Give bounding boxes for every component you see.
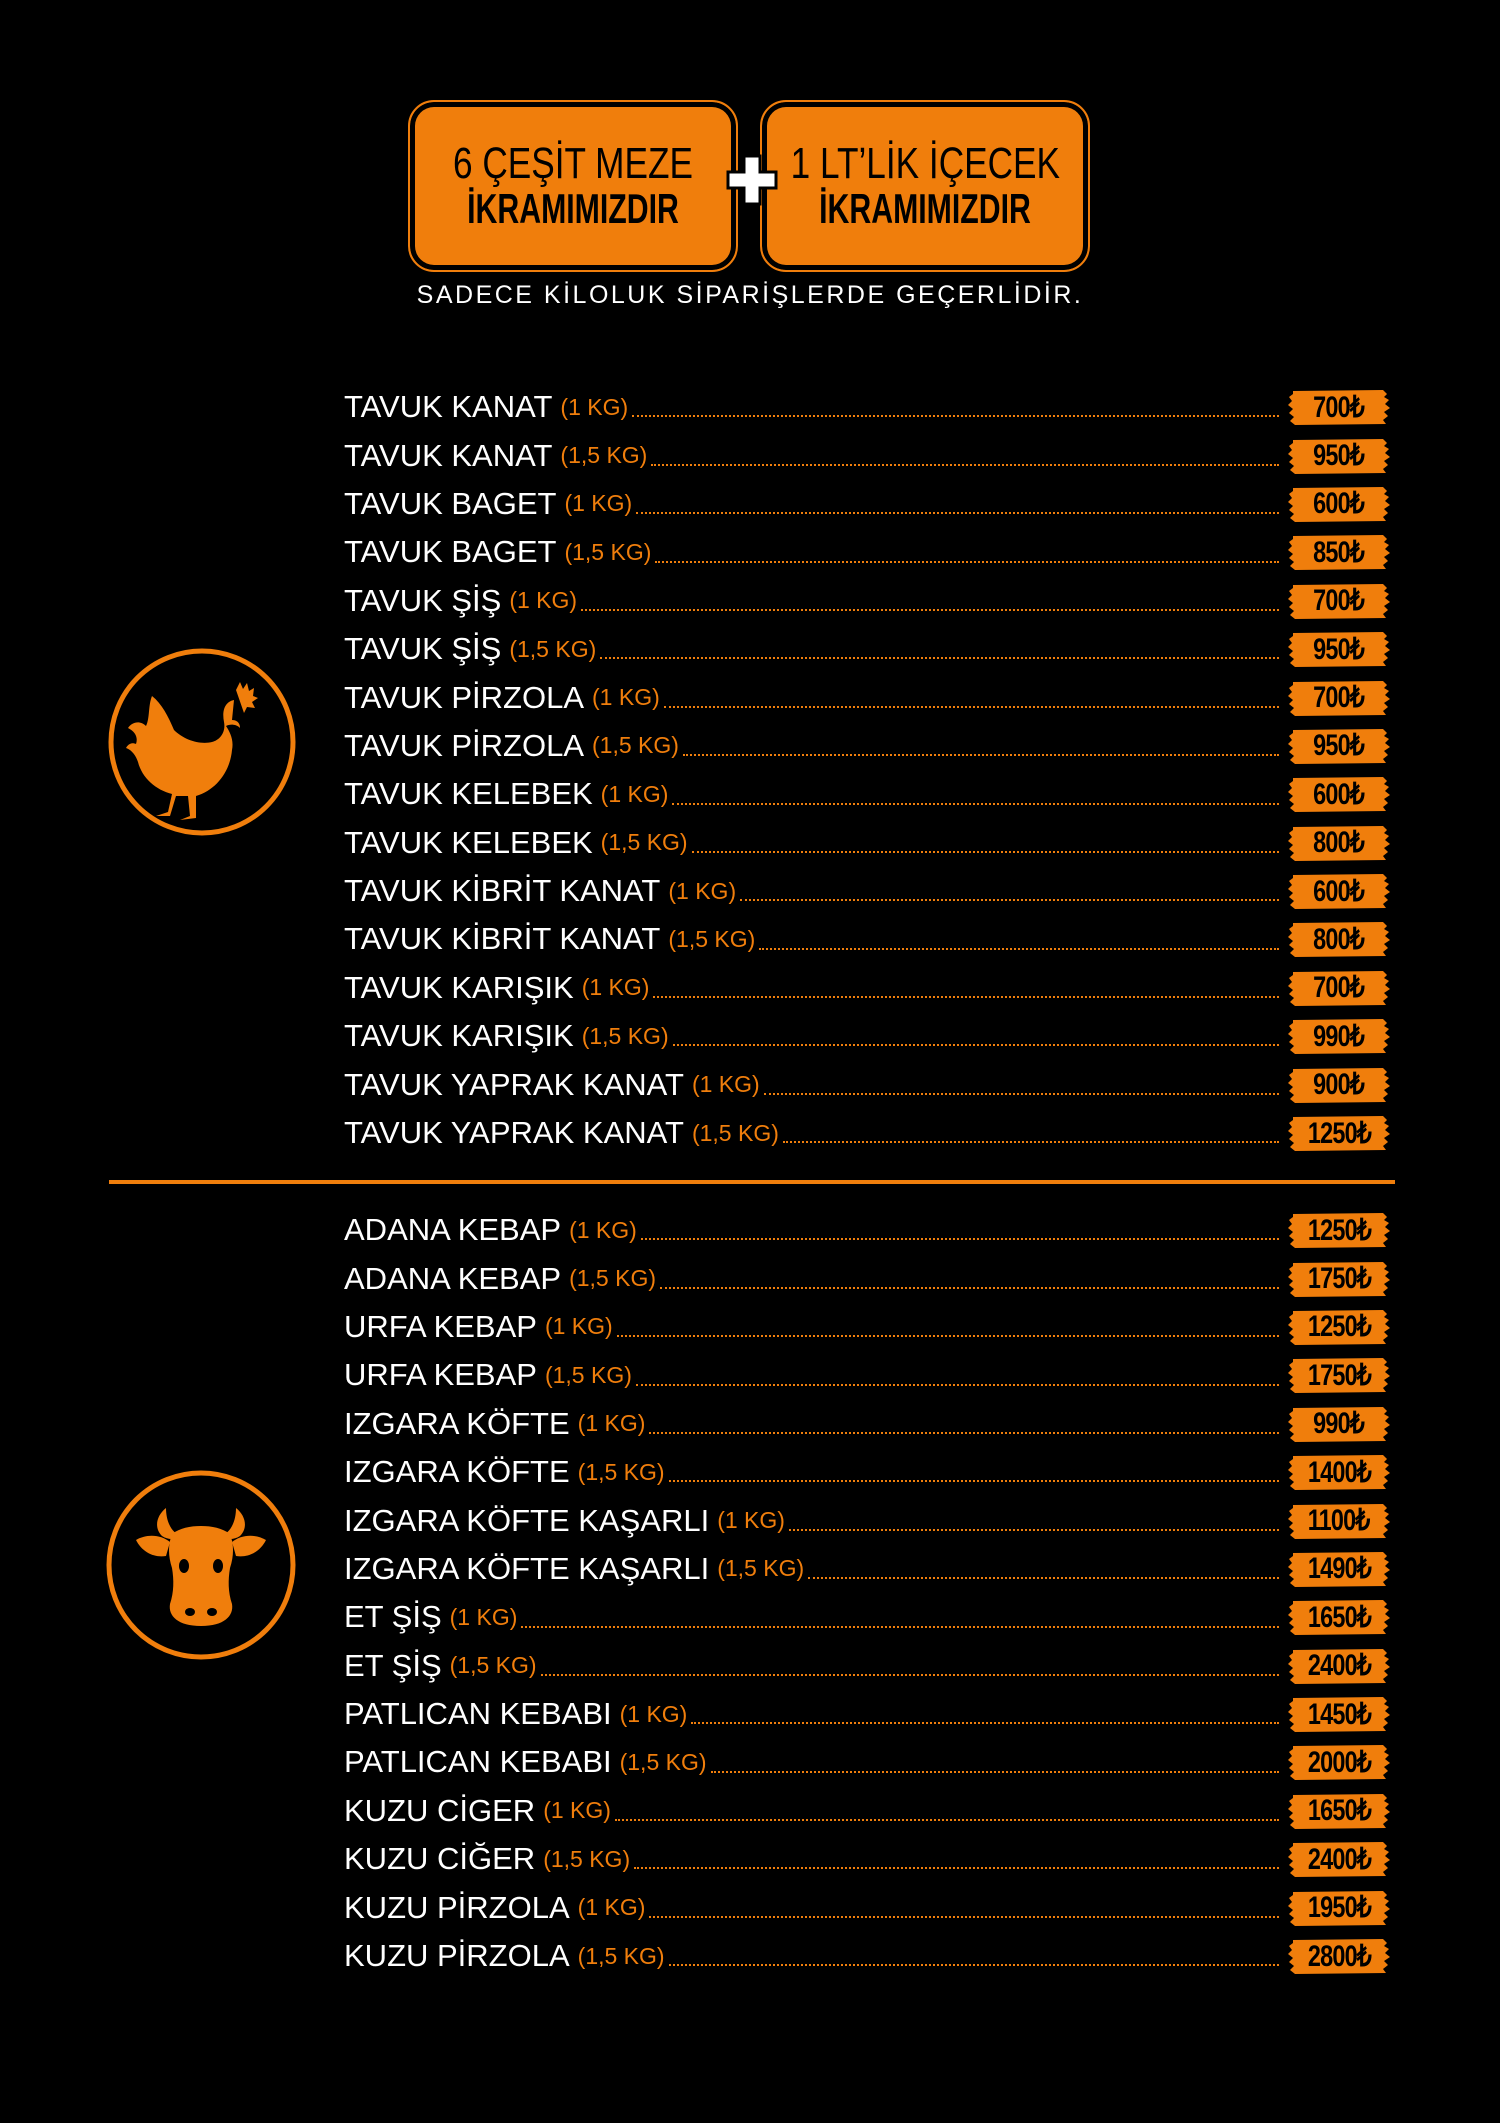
item-unit: (1 KG) [717, 1507, 785, 1534]
price-tag [1287, 1211, 1391, 1249]
dot-leader [541, 1674, 1279, 1676]
item-name: KUZU PİRZOLA [344, 1938, 570, 1974]
item-name: TAVUK PİRZOLA [344, 727, 585, 763]
dot-leader [808, 1577, 1279, 1579]
item-price: 900₺ [1313, 1068, 1365, 1102]
item-price: 850₺ [1313, 535, 1365, 569]
item-price: 990₺ [1313, 1407, 1365, 1441]
item-unit: (1,5 KG) [592, 732, 679, 759]
menu-item [344, 1496, 1391, 1544]
price-tag [1287, 388, 1391, 426]
menu-item [344, 964, 1391, 1012]
item-price: 1100₺ [1308, 1504, 1370, 1538]
menu-item [344, 383, 1391, 431]
price-tag [1287, 1066, 1391, 1104]
menu-item [344, 673, 1391, 721]
item-unit: (1 KG) [691, 1071, 760, 1098]
price-tag [1287, 679, 1391, 717]
item-unit: (1,5 KG) [449, 1652, 537, 1679]
dot-leader [521, 1626, 1279, 1628]
item-price: 1950₺ [1307, 1891, 1371, 1925]
dot-leader [740, 899, 1279, 901]
cow-icon [106, 1470, 296, 1660]
price-tag [1287, 1647, 1391, 1685]
item-unit: (1 KG) [600, 780, 669, 807]
item-unit: (1,5 KG) [569, 1265, 657, 1292]
item-unit: (1,5 KG) [543, 1845, 631, 1872]
dot-leader [636, 1384, 1279, 1386]
price-tag [1287, 1356, 1391, 1394]
item-unit: (1,5 KG) [668, 925, 756, 952]
price-tag [1287, 1792, 1391, 1830]
price-tag [1287, 920, 1391, 958]
item-price: 950₺ [1313, 729, 1365, 763]
dot-leader [711, 1771, 1279, 1773]
dot-leader [651, 464, 1279, 466]
dot-leader [672, 803, 1279, 805]
item-unit: (1,5 KG) [581, 1022, 669, 1049]
promo-banner [408, 100, 1092, 276]
item-name: TAVUK ŞİŞ [344, 582, 502, 618]
chicken-icon [108, 648, 296, 836]
item-unit: (1,5 KG) [544, 1361, 632, 1388]
item-unit: (1,5 KG) [560, 442, 648, 469]
item-price: 2400₺ [1307, 1649, 1371, 1683]
item-name: TAVUK KELEBEK [344, 824, 593, 860]
dot-leader [649, 1432, 1279, 1434]
item-unit: (1 KG) [543, 1797, 611, 1824]
menu-item [344, 1303, 1391, 1351]
menu-item [344, 1835, 1391, 1883]
promo-meze-title: 6 ÇEŞİT MEZE [453, 139, 693, 188]
price-tag [1287, 1260, 1391, 1298]
price-tag [1287, 727, 1391, 765]
menu-item [344, 431, 1391, 479]
item-unit: (1,5 KG) [619, 1748, 707, 1775]
item-unit: (1 KG) [509, 587, 578, 614]
item-name: TAVUK KİBRİT KANAT [344, 873, 661, 909]
item-name: TAVUK PİRZOLA [344, 679, 585, 715]
price-tag [1287, 969, 1391, 1007]
price-tag [1287, 1598, 1391, 1636]
dot-leader [664, 706, 1279, 708]
chicken-menu-list [344, 383, 1391, 1157]
menu-item [344, 819, 1391, 867]
item-name: IZGARA KÖFTE KAŞARLI [344, 1550, 710, 1586]
dot-leader [600, 657, 1279, 659]
price-tag [1287, 1017, 1391, 1055]
price-tag [1287, 1840, 1391, 1878]
item-price: 600₺ [1313, 874, 1365, 908]
item-name: TAVUK KELEBEK [344, 776, 593, 812]
dot-leader [692, 851, 1279, 853]
menu-item [344, 1012, 1391, 1060]
item-unit: (1 KG) [592, 684, 660, 711]
dot-leader [615, 1819, 1279, 1821]
price-tag [1287, 1937, 1391, 1975]
dot-leader [764, 1093, 1279, 1095]
promo-meze-box [408, 100, 738, 272]
item-price: 1650₺ [1307, 1794, 1371, 1828]
dot-leader [683, 754, 1279, 756]
price-tag [1287, 1550, 1391, 1588]
item-unit: (1 KG) [544, 1313, 613, 1340]
menu-item [344, 1254, 1391, 1302]
item-unit: (1 KG) [581, 974, 650, 1001]
item-name: TAVUK BAGET [344, 485, 557, 521]
item-price: 1490₺ [1307, 1552, 1371, 1586]
menu-item [344, 1109, 1391, 1157]
item-unit: (1,5 KG) [509, 635, 597, 662]
plus-icon [724, 152, 780, 208]
price-tag [1287, 582, 1391, 620]
price-tag [1287, 1308, 1391, 1346]
meat-menu-list [344, 1206, 1391, 1980]
price-tag [1287, 1889, 1391, 1927]
item-price: 1400₺ [1307, 1455, 1371, 1489]
item-name: KUZU CİĞER [344, 1841, 536, 1877]
item-price: 700₺ [1313, 584, 1365, 618]
price-tag [1287, 1405, 1391, 1443]
item-name: TAVUK KARIŞIK [344, 969, 574, 1005]
item-price: 1750₺ [1307, 1358, 1371, 1392]
menu-item [344, 1060, 1391, 1108]
item-unit: (1 KG) [619, 1700, 688, 1727]
item-price: 1750₺ [1307, 1262, 1371, 1296]
menu-item [344, 1206, 1391, 1254]
item-unit: (1,5 KG) [564, 538, 652, 565]
item-name: KUZU CİGER [344, 1792, 536, 1828]
menu-item [344, 625, 1391, 673]
price-tag [1287, 1743, 1391, 1781]
dot-leader [632, 415, 1279, 417]
item-price: 2000₺ [1307, 1745, 1371, 1779]
item-name: ET ŞİŞ [344, 1599, 442, 1635]
item-price: 600₺ [1313, 777, 1365, 811]
item-price: 1250₺ [1307, 1116, 1371, 1150]
dot-leader [581, 609, 1279, 611]
dot-leader [660, 1287, 1279, 1289]
item-name: IZGARA KÖFTE [344, 1405, 570, 1441]
dot-leader [789, 1529, 1279, 1531]
menu-item [344, 1593, 1391, 1641]
item-price: 2800₺ [1307, 1939, 1371, 1973]
item-price: 700₺ [1313, 681, 1365, 715]
menu-item [344, 1690, 1391, 1738]
item-price: 990₺ [1313, 1019, 1365, 1053]
item-name: ADANA KEBAP [344, 1260, 562, 1296]
menu-item [344, 528, 1391, 576]
menu-item [344, 1400, 1391, 1448]
menu-item [344, 577, 1391, 625]
item-price: 1250₺ [1307, 1213, 1371, 1247]
promo-drink-subtitle: İKRAMIMIZDIR [819, 185, 1031, 232]
promo-note: SADECE KİLOLUK SİPARİŞLERDE GEÇERLİDİR. [416, 281, 1084, 309]
item-name: TAVUK ŞİŞ [344, 631, 502, 667]
item-name: PATLICAN KEBABI [344, 1696, 612, 1732]
item-unit: (1 KG) [577, 1410, 646, 1437]
item-name: TAVUK BAGET [344, 534, 557, 570]
item-name: URFA KEBAP [344, 1308, 537, 1344]
price-tag [1287, 775, 1391, 813]
item-price: 1650₺ [1307, 1600, 1371, 1634]
dot-leader [655, 561, 1279, 563]
price-tag [1287, 533, 1391, 571]
menu-item [344, 1883, 1391, 1931]
item-name: TAVUK KANAT [344, 389, 553, 425]
price-tag [1287, 437, 1391, 475]
menu-item [344, 867, 1391, 915]
menu-item [344, 1787, 1391, 1835]
item-unit: (1 KG) [564, 490, 633, 517]
price-tag [1287, 485, 1391, 523]
item-name: KUZU PİRZOLA [344, 1889, 570, 1925]
item-unit: (1,5 KG) [600, 829, 688, 856]
section-divider [109, 1180, 1395, 1184]
item-price: 1250₺ [1307, 1310, 1371, 1344]
item-price: 950₺ [1313, 632, 1365, 666]
item-unit: (1 KG) [449, 1603, 518, 1630]
item-unit: (1 KG) [560, 393, 629, 420]
promo-meze-subtitle: İKRAMIMIZDIR [467, 185, 679, 232]
menu-item [344, 915, 1391, 963]
item-unit: (1,5 KG) [717, 1555, 805, 1582]
menu-item [344, 1545, 1391, 1593]
dot-leader [617, 1335, 1279, 1337]
item-name: TAVUK KARIŞIK [344, 1018, 574, 1054]
item-name: TAVUK KİBRİT KANAT [344, 921, 661, 957]
item-unit: (1 KG) [577, 1894, 646, 1921]
price-tag [1287, 1502, 1391, 1540]
dot-leader [673, 1044, 1279, 1046]
dot-leader [783, 1141, 1279, 1143]
menu-item [344, 1738, 1391, 1786]
price-tag [1287, 630, 1391, 668]
promo-drink-title: 1 LT’LİK İÇECEK [790, 139, 1060, 188]
menu-item [344, 1351, 1391, 1399]
dot-leader [653, 996, 1279, 998]
item-unit: (1 KG) [668, 877, 737, 904]
dot-leader [649, 1916, 1279, 1918]
item-name: TAVUK KANAT [344, 437, 553, 473]
price-tag [1287, 1695, 1391, 1733]
item-unit: (1,5 KG) [577, 1458, 665, 1485]
item-name: ET ŞİŞ [344, 1647, 442, 1683]
price-tag [1287, 1453, 1391, 1491]
item-price: 2400₺ [1307, 1842, 1371, 1876]
item-price: 700₺ [1313, 971, 1365, 1005]
item-price: 600₺ [1313, 487, 1365, 521]
item-price: 700₺ [1313, 390, 1365, 424]
menu-item [344, 770, 1391, 818]
dot-leader [636, 512, 1279, 514]
item-price: 800₺ [1313, 826, 1365, 860]
item-name: URFA KEBAP [344, 1357, 537, 1393]
item-unit: (1,5 KG) [691, 1119, 779, 1146]
dot-leader [641, 1238, 1279, 1240]
item-name: TAVUK YAPRAK KANAT [344, 1115, 684, 1151]
dot-leader [634, 1867, 1279, 1869]
dot-leader [691, 1722, 1279, 1724]
item-price: 800₺ [1313, 922, 1365, 956]
dot-leader [759, 948, 1279, 950]
item-name: PATLICAN KEBABI [344, 1744, 612, 1780]
price-tag [1287, 1114, 1391, 1152]
menu-item [344, 1642, 1391, 1690]
item-name: ADANA KEBAP [344, 1212, 562, 1248]
menu-item [344, 1448, 1391, 1496]
item-name: IZGARA KÖFTE KAŞARLI [344, 1502, 710, 1538]
item-price: 1450₺ [1307, 1697, 1371, 1731]
dot-leader [669, 1964, 1279, 1966]
promo-drink-box [760, 100, 1090, 272]
dot-leader [669, 1480, 1279, 1482]
price-tag [1287, 872, 1391, 910]
menu-item [344, 1932, 1391, 1980]
item-unit: (1 KG) [569, 1216, 637, 1243]
item-price: 950₺ [1313, 439, 1365, 473]
item-name: IZGARA KÖFTE [344, 1454, 570, 1490]
menu-item [344, 480, 1391, 528]
item-name: TAVUK YAPRAK KANAT [344, 1066, 684, 1102]
item-unit: (1,5 KG) [577, 1942, 665, 1969]
menu-item [344, 722, 1391, 770]
price-tag [1287, 824, 1391, 862]
